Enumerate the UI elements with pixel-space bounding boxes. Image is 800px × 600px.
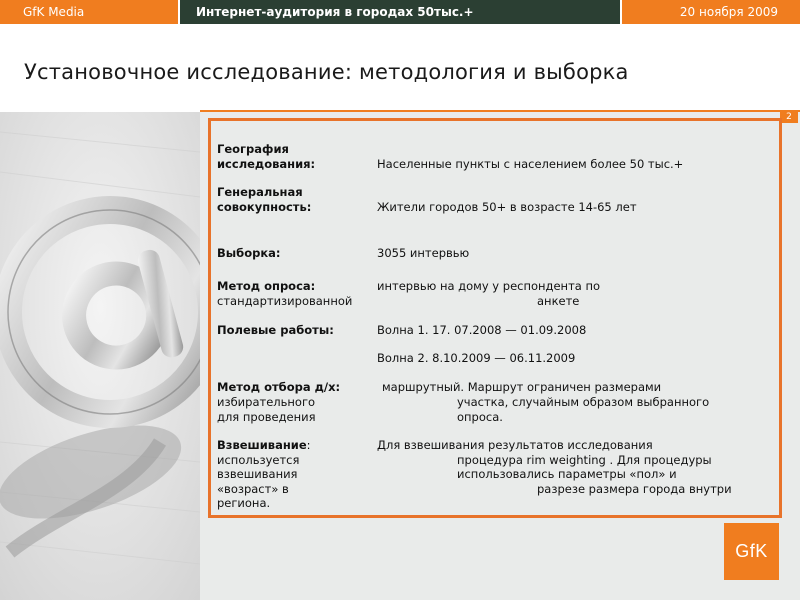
field-value-1: Волна 1. 17. 07.2008 — 01.09.2008: [377, 323, 587, 337]
weight-value-1: Для взвешивания результатов исследования: [377, 438, 653, 452]
field-label: Полевые работы:: [217, 323, 334, 337]
weight-label-colon: :: [306, 438, 311, 452]
select-label-1: Метод отбора д/х:: [217, 380, 341, 394]
method-label: Метод опроса:: [217, 279, 316, 293]
weight-value-3: использовались параметры «пол» и: [457, 467, 677, 481]
geo-label-1: География: [217, 142, 289, 156]
top-bar: [0, 0, 800, 24]
at-sign-photo: [0, 112, 200, 600]
weight-value-4: разрезе размера города внутри: [537, 482, 732, 496]
sample-label: Выборка:: [217, 246, 281, 260]
gfk-logo: GfK: [724, 523, 779, 580]
slide-title: Установочное исследование: методология и выборка: [24, 60, 629, 84]
geo-value: Населенные пункты с населением более 50 тыс.+: [377, 157, 684, 171]
select-value-1: маршрутный. Маршрут ограничен размерами: [382, 380, 662, 394]
method-value-1: интервью на дому у респондента по: [377, 279, 601, 293]
weight-label-1: [217, 438, 311, 453]
weight-label-bold: Взвешивание: [217, 438, 307, 452]
weight-label-5: региона.: [217, 496, 271, 510]
topic-label: Интернет-аудитория в городах 50тыс.+: [180, 0, 620, 24]
pop-label-2: совокупность:: [217, 200, 312, 214]
method-label-cont: стандартизированной: [217, 294, 353, 308]
select-label-3: для проведения: [217, 410, 316, 424]
sample-value: 3055 интервью: [377, 246, 470, 260]
method-value-2: анкете: [537, 294, 580, 308]
page-number: 2: [780, 111, 798, 123]
pop-value: Жители городов 50+ в возрасте 14-65 лет: [377, 200, 637, 214]
select-value-3: опроса.: [457, 410, 503, 424]
geo-label-2: исследования:: [217, 157, 316, 171]
weight-value-2: процедура rim weighting . Для процедуры: [457, 453, 712, 467]
accent-strip: [200, 110, 800, 112]
field-value-2: Волна 2. 8.10.2009 — 06.11.2009: [377, 351, 576, 365]
select-label-2: избирательного: [217, 395, 316, 409]
select-value-2: участка, случайным образом выбранного: [457, 395, 710, 409]
pop-label-1: Генеральная: [217, 185, 303, 199]
weight-label-3: взвешивания: [217, 467, 298, 481]
at-sign-icon: [0, 112, 200, 600]
date-label: 20 ноября 2009: [622, 0, 800, 24]
weight-label-4: «возраст» в: [217, 482, 289, 496]
weight-label-2: используется: [217, 453, 300, 467]
brand-label: GfK Media: [0, 0, 178, 24]
